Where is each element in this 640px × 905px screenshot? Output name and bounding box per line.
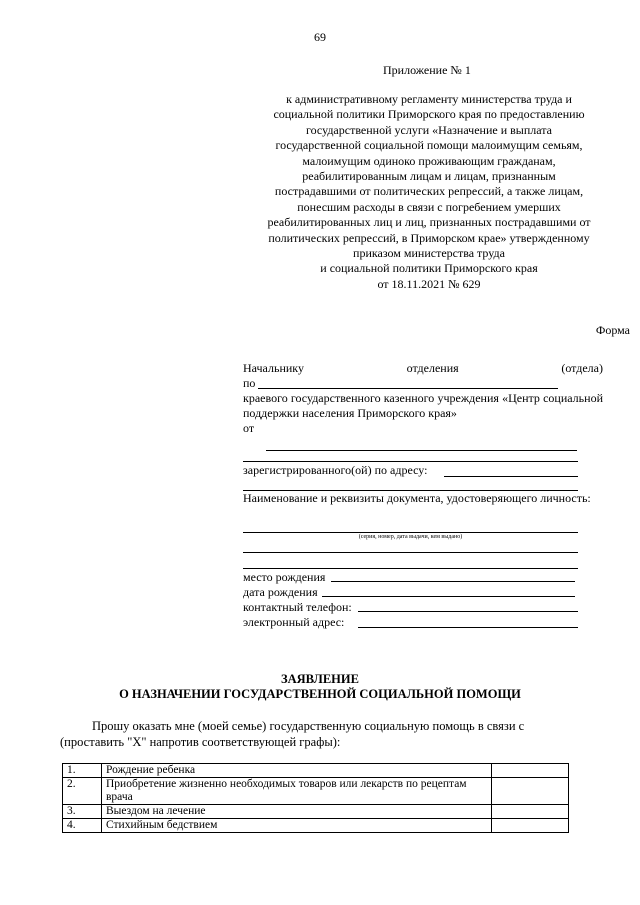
registered-address-field[interactable] (444, 476, 578, 477)
appendix-line: малоимущим одиноко проживающим гражданам, (302, 153, 556, 168)
registered-address-label: зарегистрированного(ой) по адресу: (243, 463, 428, 477)
reason-text: Приобретение жизненно необходимых товаров или лекарств по рецептам врача (102, 778, 492, 805)
request-text: Прошу оказать мне (моей семье) государственную социальную помощь в связи с (92, 719, 525, 733)
id-document-field[interactable] (243, 532, 578, 533)
appendix-line: от 18.11.2021 № 629 (377, 276, 481, 291)
appendix-title: Приложение № 1 (383, 63, 471, 77)
appendix-line: государственной социальной помощи малоимущим семьям, (275, 138, 583, 153)
reason-number: 1. (63, 764, 102, 778)
birthdate-label: дата рождения (243, 585, 318, 599)
reason-number: 4. (63, 819, 102, 833)
appendix-line: к административному регламенту министерства труда и (286, 92, 572, 106)
reason-text: Рождение ребенка (102, 764, 492, 778)
phone-field[interactable] (358, 611, 578, 612)
appendix-line: пострадавшими от политических репрессий, а также лицам, (274, 184, 584, 199)
email-label: электронный адрес: (243, 615, 345, 629)
table-row (63, 819, 569, 833)
form-label: Форма (595, 323, 630, 337)
phone-label: контактный телефон: (243, 600, 352, 614)
appendix-line: реабилитированных лиц и лиц, признанных пострадавшими от (267, 215, 591, 230)
id-document-field-2[interactable] (243, 552, 578, 553)
appendix-line: приказом министерства труда (353, 246, 505, 261)
reason-checkbox-cell[interactable] (492, 819, 569, 833)
applicant-name-field[interactable] (266, 450, 577, 451)
addressee-from-label: от (243, 421, 255, 435)
appendix-line: и социальной политики Приморского края (320, 261, 538, 276)
table-row (63, 764, 569, 778)
reason-number: 3. (63, 805, 102, 819)
addressee-head: Начальнику отделения (отдела) (243, 361, 603, 375)
appendix-line: государственной услуги «Назначение и выплата (305, 122, 552, 137)
reason-text: Выездом на лечение (102, 805, 492, 819)
appendix-text (244, 92, 614, 292)
id-document-field-3[interactable] (243, 568, 578, 569)
table-row (63, 778, 569, 805)
appendix-line: реабилитированным лицам и лицам, признанным (302, 169, 556, 184)
table-row (63, 805, 569, 819)
reason-checkbox-cell[interactable] (492, 805, 569, 819)
reason-checkbox-cell[interactable] (492, 764, 569, 778)
id-document-note: (серия, номер, дата выдачи, кем выдано) (358, 534, 463, 540)
appendix-line: социальной политики Приморского края по предоставлению (273, 107, 585, 122)
appendix-line: политических репрессий, в Приморском крае» утвержденному (268, 230, 590, 245)
birthplace-field[interactable] (331, 581, 575, 582)
birthdate-field[interactable] (322, 596, 575, 597)
id-document-label: Наименование и реквизиты документа, удостоверяющего личность: (243, 491, 591, 505)
institution-name: краевого государственного казенного учреждения «Центр социальной поддержки населения Приморского края» (243, 391, 603, 420)
email-field[interactable] (358, 627, 578, 628)
reason-number: 2. (63, 778, 102, 805)
applicant-name-field-2[interactable] (243, 461, 578, 462)
request-text-instruction: (проставить "X" напротив соответствующей графы): (60, 735, 341, 749)
page-number: 69 (314, 30, 326, 44)
addressee-po-label: по (243, 376, 256, 390)
reason-checkbox-cell[interactable] (492, 778, 569, 805)
birthplace-label: место рождения (243, 570, 326, 584)
appendix-line: понесшим расходы в связи с погребением умерших (297, 199, 561, 214)
reasons-table (62, 763, 569, 833)
statement-subtitle: О НАЗНАЧЕНИИ ГОСУДАРСТВЕННОЙ СОЦИАЛЬНОЙ ПОМОЩИ (119, 687, 521, 701)
statement-title: ЗАЯВЛЕНИЕ (281, 672, 359, 686)
reason-text: Стихийным бедствием (102, 819, 492, 833)
department-field[interactable] (258, 388, 558, 389)
